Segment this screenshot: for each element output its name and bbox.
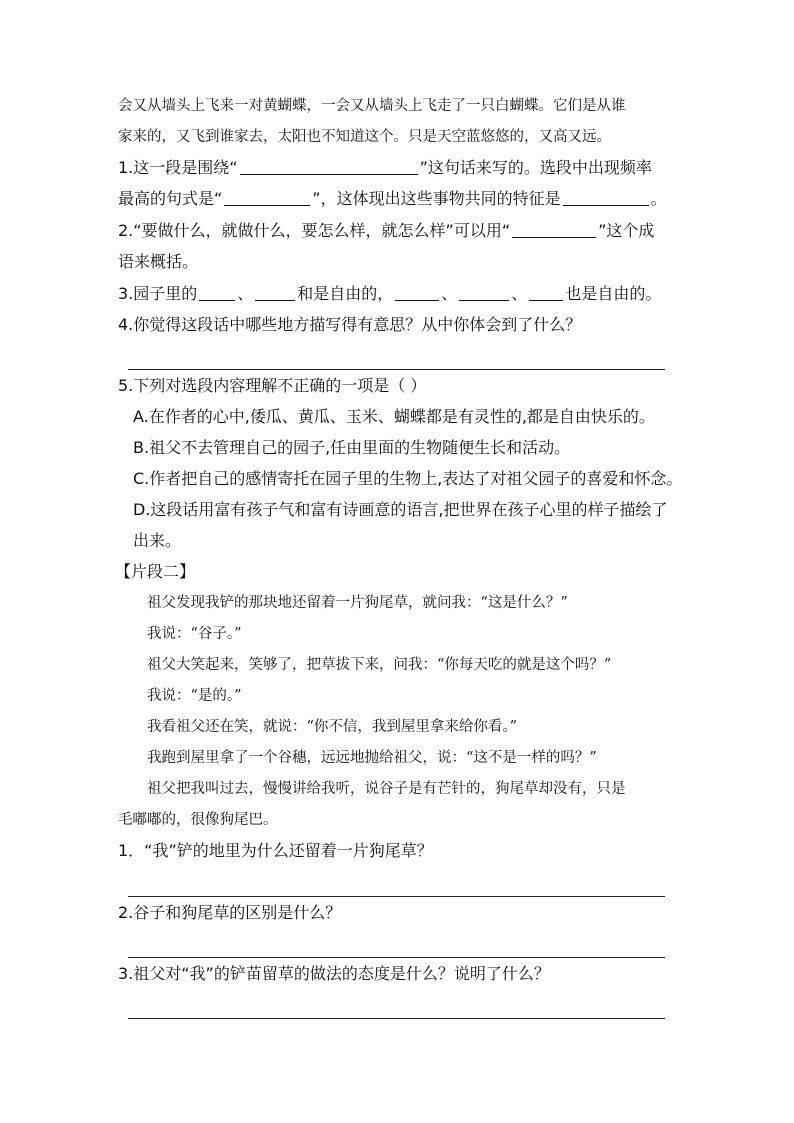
question-1-text-e: 。 — [650, 189, 667, 208]
question-3-text-c: 也是自由的。 — [565, 284, 662, 303]
answer-blank-theme-sentence[interactable] — [240, 158, 418, 175]
question-3-line — [118, 283, 661, 305]
option-c[interactable]: C.作者把自己的感情寄托在园子里的生物上,表达了对祖父园子的喜爱和怀念。 — [133, 469, 683, 488]
passage2-line-3: 祖父大笑起来，笑够了，把草拔下来，问我：“你每天吃的就是这个吗？” — [147, 657, 612, 673]
option-b[interactable]: B.祖父不去管理自己的园子,任由里面的生物随便生长和活动。 — [133, 438, 571, 457]
answer-line-fragment2-q2[interactable] — [128, 957, 665, 958]
option-a[interactable]: A.在作者的心中,倭瓜、黄瓜、玉米、蝴蝶都是有灵性的,都是自由快乐的。 — [133, 407, 655, 426]
answer-line-fragment2-q3[interactable] — [128, 1018, 665, 1019]
answer-blank-common-feature[interactable] — [563, 189, 649, 206]
answer-blank-free-thing-4[interactable] — [459, 284, 509, 301]
answer-line-question-4[interactable] — [128, 369, 665, 370]
answer-blank-free-thing-1[interactable] — [199, 284, 235, 301]
answer-blank-idiom[interactable] — [512, 221, 596, 238]
question-1-text-b: ”这句话来写的。选段中出现频率 — [419, 158, 652, 177]
passage2-line-7: 祖父把我叫过去，慢慢讲给我听，说谷子是有芒针的，狗尾草却没有，只是 — [147, 781, 626, 797]
option-d-line-1[interactable]: D.这段话用富有孩子气和富有诗画意的语言,把世界在孩子心里的样子描绘了 — [133, 500, 668, 519]
passage2-line-5: 我看祖父还在笑，就说：“你不信，我到屋里拿来给你看。” — [147, 719, 518, 735]
question-5: 5.下列对选段内容理解不正确的一项是（ ） — [118, 376, 427, 395]
fragment2-question-3: 3.祖父对“我”的铲苗留草的做法的态度是什么？说明了什么？ — [118, 964, 550, 983]
passage-line-1: 会又从墙头上飞来一对黄蝴蝶，一会又从墙头上飞走了一只白蝴蝶。它们是从谁 — [118, 98, 626, 114]
fragment2-question-2: 2.谷子和狗尾草的区别是什么？ — [118, 903, 342, 922]
passage-line-2: 家来的，又飞到谁家去，太阳也不知道这个。只是天空蓝悠悠的，又高又远。 — [118, 129, 611, 145]
question-4: 4.你觉得这段话中哪些地方描写得有意思？从中你体会到了什么？ — [118, 315, 582, 334]
question-2-text-a: 2.“要做什么，就做什么，要怎么样，就怎么样”可以用“ — [118, 221, 511, 240]
question-2-text-b: ”这个成 — [598, 221, 655, 240]
fragment2-question-1: 1．“我”铲的地里为什么还留着一片狗尾草？ — [118, 841, 433, 860]
option-d-line-2: 出来。 — [133, 531, 182, 550]
answer-blank-free-thing-5[interactable] — [529, 284, 563, 301]
question-1-line-1 — [118, 157, 652, 179]
separator: 、 — [237, 284, 254, 303]
passage2-line-6: 我跑到屋里拿了一个谷穗，远远地抛给祖父，说：“这不是一样的吗？” — [147, 750, 597, 766]
question-1-text-c: 最高的句式是“ — [118, 189, 223, 208]
question-1-text-a: 1.这一段是围绕“ — [118, 158, 238, 177]
question-1-text-d: ”，这体现出这些事物共同的特征是 — [312, 189, 561, 208]
separator: 、 — [511, 284, 528, 303]
answer-line-fragment2-q1[interactable] — [128, 896, 665, 897]
question-3-text-a: 3.园子里的 — [118, 284, 198, 303]
section-heading: 【片段二】 — [115, 562, 196, 581]
question-3-text-b: 和是自由的， — [297, 284, 394, 303]
question-2-line-1 — [118, 220, 654, 242]
passage2-line-1: 祖父发现我铲的那块地还留着一片狗尾草，就问我：“这是什么？” — [147, 595, 568, 611]
answer-blank-free-thing-3[interactable] — [395, 284, 439, 301]
question-2-line-2: 语来概括。 — [118, 252, 199, 271]
passage2-line-2: 我说：“谷子。” — [147, 626, 242, 642]
answer-blank-sentence-pattern[interactable] — [224, 189, 310, 206]
passage2-line-8: 毛嘟嘟的，很像狗尾巴。 — [118, 812, 278, 828]
answer-blank-free-thing-2[interactable] — [255, 284, 295, 301]
passage2-line-4: 我说：“是的。” — [147, 688, 242, 704]
question-1-line-2 — [118, 188, 667, 210]
separator: 、 — [441, 284, 458, 303]
